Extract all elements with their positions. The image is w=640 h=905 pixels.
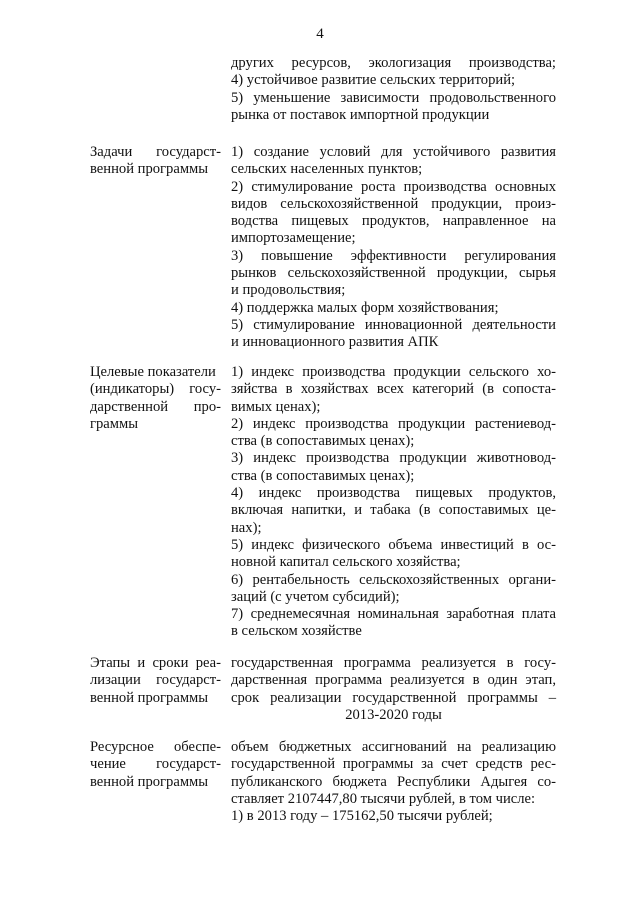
content-line: 4) устойчивое развитие сельских территорий; (231, 72, 516, 89)
content-line: 3) повышение эффективности регулирования (231, 247, 556, 264)
content-line: 5) стимулирование инновационной деятельности (231, 316, 556, 333)
content-line: в сельском хозяйстве (231, 623, 362, 640)
content-line: 4) поддержка малых форм хозяйствования; (231, 299, 499, 316)
content-line: заций (с учетом субсидий); (231, 588, 400, 605)
content-line: 1) создание условий для устойчивого развития (231, 144, 556, 160)
content-line: ства (в сопоставимых ценах); (231, 467, 415, 484)
section-content (231, 144, 556, 352)
section-label (90, 364, 221, 433)
content-line: государственная программа реализуется в госу- (231, 655, 556, 671)
intro-content (231, 55, 556, 124)
label-line: венной программы (90, 689, 209, 706)
label-line: венной программы (90, 773, 209, 790)
section-content (231, 364, 556, 641)
content-line: 7) среднемесячная номинальная заработная плата (231, 606, 556, 623)
content-line: видов сельскохозяйственной продукции, произ- (231, 195, 556, 212)
content-line: 2013-2020 годы (345, 706, 442, 723)
content-line: 4) индекс производства пищевых продуктов, (231, 485, 556, 502)
content-line: 1) индекс производства продукции сельского хо- (231, 364, 556, 380)
content-line: 5) уменьшение зависимости продовольственного (231, 89, 556, 106)
label-line: Целевые показатели (90, 364, 216, 380)
label-line: венной программы (90, 161, 209, 178)
page-number: 4 (316, 26, 324, 42)
content-line: государственной программы за счет средств рес- (231, 756, 556, 773)
content-line: публиканского бюджета Республики Адыгея со- (231, 773, 556, 790)
content-line: 1) в 2013 году – 175162,50 тысячи рублей; (231, 808, 493, 825)
content-line: нах); (231, 519, 262, 536)
content-line: и инновационного развития АПК (231, 334, 439, 351)
content-line: срок реализации государственной программы – (231, 689, 556, 706)
label-line: Задачи государст- (90, 144, 221, 160)
content-line: ства (в сопоставимых ценах); (231, 433, 415, 450)
label-line: дарственной про- (90, 398, 221, 415)
content-line: 6) рентабельность сельскохозяйственных органи- (231, 571, 556, 588)
content-line: рынков сельскохозяйственной продукции, сырья (231, 265, 556, 282)
section-label (90, 739, 221, 791)
label-line: лизации государст- (90, 672, 221, 689)
content-line: дарственная программа реализуется в один этап, (231, 672, 556, 689)
content-line: водства пищевых продуктов, направленное на (231, 213, 556, 230)
section-label (90, 655, 221, 707)
label-line: Ресурсное обеспе- (90, 739, 221, 755)
content-line: новной капитал сельского хозяйства; (231, 554, 461, 571)
label-line: (индикаторы) госу- (90, 381, 221, 398)
content-line: других ресурсов, экологизация производства; (231, 55, 556, 71)
content-line: включая напитки, и табака (в сопоставимых це- (231, 502, 556, 519)
content-line: ставляет 2107447,80 тысячи рублей, в том числе: (231, 790, 536, 807)
section-label (90, 144, 221, 179)
label-line: Этапы и сроки реа- (90, 655, 221, 671)
label-line: чение государст- (90, 756, 221, 773)
content-line: рынка от поставок импортной продукции (231, 106, 490, 123)
section-content (231, 739, 556, 825)
content-line: сельских населенных пунктов; (231, 161, 423, 178)
content-line: вимых ценах); (231, 398, 321, 415)
content-line: зяйства в хозяйствах всех категорий (в сопоста- (231, 381, 556, 398)
label-line: граммы (90, 415, 139, 432)
content-line: объем бюджетных ассигнований на реализацию (231, 739, 556, 755)
section-content (231, 655, 556, 724)
content-line: 5) индекс физического объема инвестиций в ос- (231, 536, 556, 553)
content-line: импортозамещение; (231, 230, 356, 247)
content-line: 2) стимулирование роста производства основных (231, 178, 556, 195)
content-line: 2) индекс производства продукции растениевод- (231, 415, 556, 432)
content-line: 3) индекс производства продукции животновод- (231, 450, 556, 467)
content-line: и продовольствия; (231, 282, 346, 299)
